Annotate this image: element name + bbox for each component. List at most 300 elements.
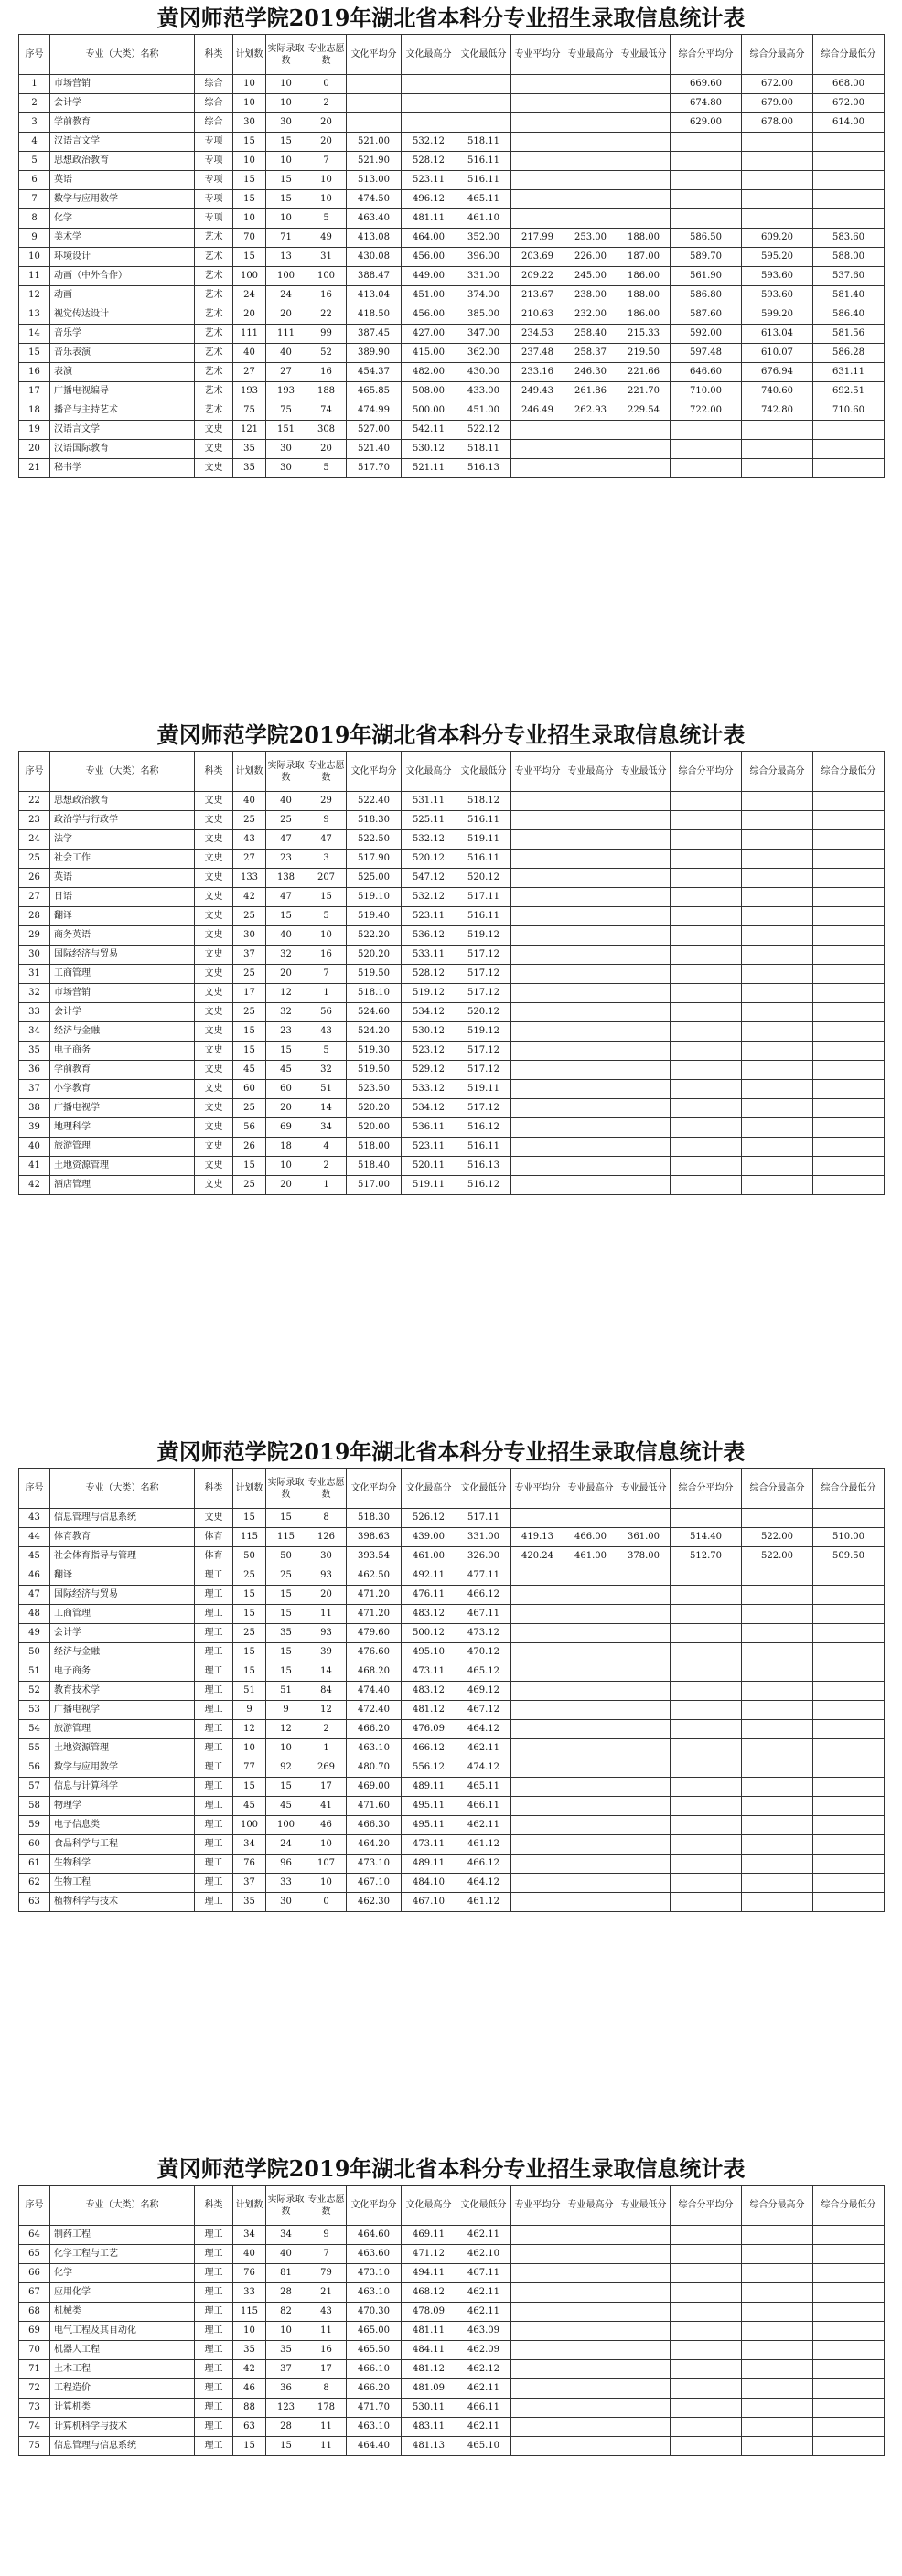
table-cell: 专项 bbox=[195, 209, 233, 229]
table-cell bbox=[511, 1176, 564, 1195]
table-cell: 331.00 bbox=[456, 1528, 511, 1547]
table-cell: 63 bbox=[233, 2418, 266, 2437]
major-name-cell: 学前教育 bbox=[50, 113, 195, 133]
table-cell bbox=[564, 209, 617, 229]
table-cell bbox=[564, 1605, 617, 1624]
table-cell: 188 bbox=[306, 382, 347, 401]
table-cell bbox=[617, 2226, 671, 2245]
table-row bbox=[19, 907, 885, 926]
table-cell: 15 bbox=[266, 1509, 306, 1528]
table-cell: 29 bbox=[19, 926, 50, 946]
table-cell: 463.09 bbox=[456, 2322, 511, 2341]
table-cell: 461.12 bbox=[456, 1893, 511, 1912]
table-cell bbox=[813, 1816, 885, 1835]
column-header: 专业（大类）名称 bbox=[50, 2186, 195, 2226]
table-cell: 33 bbox=[19, 1003, 50, 1022]
table-cell: 60 bbox=[233, 1080, 266, 1099]
table-cell bbox=[564, 984, 617, 1003]
column-header: 文化最低分 bbox=[456, 35, 511, 75]
table-header bbox=[19, 1469, 885, 1509]
table-cell: 461.00 bbox=[402, 1547, 456, 1566]
table-cell: 253.00 bbox=[564, 229, 617, 248]
table-cell: 525.00 bbox=[347, 869, 402, 888]
table-row bbox=[19, 171, 885, 190]
column-header: 综合分平均分 bbox=[671, 2186, 742, 2226]
table-cell bbox=[742, 946, 813, 965]
table-cell: 文史 bbox=[195, 830, 233, 850]
table-cell: 63 bbox=[19, 1893, 50, 1912]
table-cell: 463.10 bbox=[347, 2418, 402, 2437]
table-cell bbox=[511, 965, 564, 984]
table-cell bbox=[813, 888, 885, 907]
table-cell: 126 bbox=[306, 1528, 347, 1547]
table-cell: 1 bbox=[306, 1176, 347, 1195]
table-cell: 517.70 bbox=[347, 459, 402, 478]
table-cell: 理工 bbox=[195, 2264, 233, 2283]
table-cell: 51 bbox=[266, 1682, 306, 1701]
table-cell: 470.12 bbox=[456, 1643, 511, 1662]
table-cell: 676.94 bbox=[742, 363, 813, 382]
table-cell bbox=[511, 1855, 564, 1874]
table-cell bbox=[671, 2245, 742, 2264]
table-cell bbox=[671, 1176, 742, 1195]
table-row bbox=[19, 1176, 885, 1195]
table-cell: 519.50 bbox=[347, 965, 402, 984]
table-row bbox=[19, 1624, 885, 1643]
table-cell: 36 bbox=[266, 2379, 306, 2399]
table-cell: 692.51 bbox=[813, 382, 885, 401]
table-cell bbox=[671, 440, 742, 459]
major-name-cell: 广播电视学 bbox=[50, 1701, 195, 1720]
table-cell: 472.40 bbox=[347, 1701, 402, 1720]
table-cell: 516.11 bbox=[456, 1138, 511, 1157]
table-cell: 597.48 bbox=[671, 344, 742, 363]
major-name-cell: 市场营销 bbox=[50, 984, 195, 1003]
table-cell: 495.11 bbox=[402, 1816, 456, 1835]
table-cell: 34 bbox=[266, 2226, 306, 2245]
table-cell: 艺术 bbox=[195, 382, 233, 401]
table-cell: 186.00 bbox=[617, 305, 671, 325]
table-cell: 9 bbox=[306, 2226, 347, 2245]
table-header bbox=[19, 2186, 885, 2226]
table-cell: 艺术 bbox=[195, 305, 233, 325]
table-cell: 526.12 bbox=[402, 1509, 456, 1528]
table-cell bbox=[617, 421, 671, 440]
major-name-cell: 制药工程 bbox=[50, 2226, 195, 2245]
admission-table bbox=[18, 1468, 885, 1912]
table-cell: 49 bbox=[19, 1624, 50, 1643]
table-cell: 5 bbox=[306, 209, 347, 229]
table-cell bbox=[511, 1003, 564, 1022]
table-cell: 9 bbox=[306, 811, 347, 830]
table-cell: 583.60 bbox=[813, 229, 885, 248]
table-cell: 525.11 bbox=[402, 811, 456, 830]
major-name-cell: 信息与计算科学 bbox=[50, 1778, 195, 1797]
table-cell: 12 bbox=[19, 286, 50, 305]
table-cell bbox=[813, 946, 885, 965]
table-cell: 10 bbox=[233, 75, 266, 94]
table-cell: 12 bbox=[266, 1720, 306, 1739]
table-cell: 466.20 bbox=[347, 2379, 402, 2399]
table-cell: 30 bbox=[266, 459, 306, 478]
table-cell: 483.11 bbox=[402, 2418, 456, 2437]
table-cell: 42 bbox=[233, 888, 266, 907]
table-cell: 489.11 bbox=[402, 1855, 456, 1874]
table-cell: 518.40 bbox=[347, 1157, 402, 1176]
column-header: 专业志愿数 bbox=[306, 752, 347, 792]
table-cell: 492.11 bbox=[402, 1566, 456, 1586]
table-row bbox=[19, 1874, 885, 1893]
table-cell bbox=[813, 2437, 885, 2456]
table-cell: 38 bbox=[19, 1099, 50, 1118]
table-cell: 494.11 bbox=[402, 2264, 456, 2283]
table-cell: 33 bbox=[233, 2283, 266, 2303]
major-name-cell: 翻译 bbox=[50, 907, 195, 926]
table-cell bbox=[564, 1797, 617, 1816]
table-row bbox=[19, 75, 885, 94]
table-cell: 93 bbox=[306, 1566, 347, 1586]
table-cell bbox=[511, 2303, 564, 2322]
table-cell bbox=[564, 2399, 617, 2418]
column-header: 科类 bbox=[195, 2186, 233, 2226]
major-name-cell: 思想政治教育 bbox=[50, 792, 195, 811]
table-cell: 75 bbox=[19, 2437, 50, 2456]
table-cell: 30 bbox=[233, 926, 266, 946]
major-name-cell: 广播电视编导 bbox=[50, 382, 195, 401]
table-cell: 522.00 bbox=[742, 1528, 813, 1547]
table-cell: 464.00 bbox=[402, 229, 456, 248]
table-cell: 50 bbox=[19, 1643, 50, 1662]
table-cell bbox=[617, 907, 671, 926]
table-cell: 519.12 bbox=[456, 926, 511, 946]
table-cell: 461.00 bbox=[564, 1547, 617, 1566]
table-cell: 文史 bbox=[195, 792, 233, 811]
column-header: 文化最高分 bbox=[402, 2186, 456, 2226]
table-section-3 bbox=[18, 1437, 884, 1912]
table-cell bbox=[671, 2322, 742, 2341]
table-cell: 418.50 bbox=[347, 305, 402, 325]
table-title: 黄冈师范学院2019年湖北省本科分专业招生录取信息统计表 bbox=[156, 5, 746, 31]
table-cell: 534.12 bbox=[402, 1099, 456, 1118]
table-cell bbox=[813, 1643, 885, 1662]
column-header: 专业最高分 bbox=[564, 1469, 617, 1509]
table-cell: 471.70 bbox=[347, 2399, 402, 2418]
table-cell bbox=[671, 1835, 742, 1855]
table-cell bbox=[671, 2437, 742, 2456]
table-cell: 20 bbox=[306, 133, 347, 152]
major-name-cell: 汉语国际教育 bbox=[50, 440, 195, 459]
table-cell: 500.00 bbox=[402, 401, 456, 421]
table-row bbox=[19, 1797, 885, 1816]
table-cell bbox=[617, 869, 671, 888]
table-cell: 23 bbox=[19, 811, 50, 830]
table-cell bbox=[617, 94, 671, 113]
table-cell: 178 bbox=[306, 2399, 347, 2418]
table-cell bbox=[617, 1624, 671, 1643]
table-cell: 3 bbox=[306, 850, 347, 869]
table-cell bbox=[742, 2303, 813, 2322]
table-cell bbox=[671, 811, 742, 830]
table-row bbox=[19, 965, 885, 984]
table-cell: 20 bbox=[266, 965, 306, 984]
table-cell bbox=[456, 94, 511, 113]
table-cell: 12 bbox=[306, 1701, 347, 1720]
table-cell bbox=[511, 1643, 564, 1662]
table-cell bbox=[671, 1509, 742, 1528]
table-cell bbox=[617, 1509, 671, 1528]
table-cell: 517.12 bbox=[456, 984, 511, 1003]
major-name-cell: 商务英语 bbox=[50, 926, 195, 946]
table-cell bbox=[742, 1509, 813, 1528]
table-cell bbox=[742, 2360, 813, 2379]
table-cell: 10 bbox=[306, 171, 347, 190]
table-cell: 467.12 bbox=[456, 1701, 511, 1720]
major-name-cell: 计算机类 bbox=[50, 2399, 195, 2418]
table-cell bbox=[671, 1157, 742, 1176]
table-cell bbox=[511, 2264, 564, 2283]
column-header: 计划数 bbox=[233, 1469, 266, 1509]
table-cell: 1 bbox=[19, 75, 50, 94]
table-cell: 456.00 bbox=[402, 248, 456, 267]
table-row bbox=[19, 401, 885, 421]
major-name-cell: 土木工程 bbox=[50, 2360, 195, 2379]
table-cell: 专项 bbox=[195, 190, 233, 209]
table-cell: 529.12 bbox=[402, 1061, 456, 1080]
table-cell: 556.12 bbox=[402, 1758, 456, 1778]
table-cell: 30 bbox=[266, 113, 306, 133]
table-cell: 465.11 bbox=[456, 190, 511, 209]
table-cell bbox=[813, 2360, 885, 2379]
table-cell: 93 bbox=[306, 1624, 347, 1643]
table-cell: 43 bbox=[306, 1022, 347, 1042]
table-cell bbox=[671, 830, 742, 850]
table-cell bbox=[813, 459, 885, 478]
column-header: 专业最高分 bbox=[564, 752, 617, 792]
table-cell bbox=[511, 1874, 564, 1893]
table-cell: 40 bbox=[266, 926, 306, 946]
table-cell bbox=[617, 1835, 671, 1855]
table-cell bbox=[564, 2341, 617, 2360]
table-cell: 521.40 bbox=[347, 440, 402, 459]
table-cell: 综合 bbox=[195, 75, 233, 94]
table-cell bbox=[671, 2303, 742, 2322]
table-cell bbox=[511, 1739, 564, 1758]
table-cell: 479.60 bbox=[347, 1624, 402, 1643]
table-cell: 32 bbox=[19, 984, 50, 1003]
table-cell bbox=[671, 850, 742, 869]
table-cell: 396.00 bbox=[456, 248, 511, 267]
table-cell: 466.12 bbox=[402, 1739, 456, 1758]
table-title: 黄冈师范学院2019年湖北省本科分专业招生录取信息统计表 bbox=[156, 721, 746, 748]
table-cell: 92 bbox=[266, 1758, 306, 1778]
table-row bbox=[19, 1701, 885, 1720]
table-cell: 483.12 bbox=[402, 1682, 456, 1701]
table-cell: 15 bbox=[233, 1509, 266, 1528]
column-header: 专业（大类）名称 bbox=[50, 752, 195, 792]
table-cell: 22 bbox=[306, 305, 347, 325]
major-name-cell: 思想政治教育 bbox=[50, 152, 195, 171]
table-cell: 41 bbox=[19, 1157, 50, 1176]
table-cell bbox=[813, 2245, 885, 2264]
table-cell bbox=[813, 1176, 885, 1195]
table-cell bbox=[564, 869, 617, 888]
table-cell: 614.00 bbox=[813, 113, 885, 133]
table-cell bbox=[742, 1157, 813, 1176]
table-cell: 10 bbox=[306, 1874, 347, 1893]
table-cell bbox=[671, 2264, 742, 2283]
table-cell bbox=[813, 1874, 885, 1893]
table-cell: 521.11 bbox=[402, 459, 456, 478]
table-cell bbox=[813, 1003, 885, 1022]
admission-table bbox=[18, 34, 885, 478]
table-cell: 15 bbox=[233, 190, 266, 209]
table-cell: 186.00 bbox=[617, 267, 671, 286]
table-cell: 1 bbox=[306, 1739, 347, 1758]
table-cell bbox=[511, 1835, 564, 1855]
table-cell: 15 bbox=[233, 133, 266, 152]
table-cell: 518.30 bbox=[347, 1509, 402, 1528]
table-cell bbox=[671, 190, 742, 209]
major-name-cell: 国际经济与贸易 bbox=[50, 946, 195, 965]
table-row bbox=[19, 1080, 885, 1099]
table-cell: 40 bbox=[233, 344, 266, 363]
column-header: 专业平均分 bbox=[511, 2186, 564, 2226]
table-cell bbox=[813, 440, 885, 459]
table-cell: 14 bbox=[306, 1099, 347, 1118]
table-cell: 609.20 bbox=[742, 229, 813, 248]
table-row bbox=[19, 2437, 885, 2456]
table-cell: 187.00 bbox=[617, 248, 671, 267]
table-cell: 42 bbox=[233, 2360, 266, 2379]
table-cell bbox=[813, 1080, 885, 1099]
table-cell: 473.11 bbox=[402, 1662, 456, 1682]
table-row bbox=[19, 2341, 885, 2360]
column-header: 综合分最高分 bbox=[742, 35, 813, 75]
admission-table bbox=[18, 751, 885, 1195]
table-cell: 0 bbox=[306, 75, 347, 94]
table-row bbox=[19, 1855, 885, 1874]
table-cell bbox=[617, 926, 671, 946]
table-cell bbox=[742, 1682, 813, 1701]
table-cell bbox=[671, 1893, 742, 1912]
table-cell: 517.11 bbox=[456, 1509, 511, 1528]
table-cell bbox=[671, 171, 742, 190]
table-cell bbox=[511, 1816, 564, 1835]
table-cell: 462.09 bbox=[456, 2341, 511, 2360]
table-cell: 68 bbox=[19, 2303, 50, 2322]
table-cell: 3 bbox=[19, 113, 50, 133]
table-cell bbox=[671, 926, 742, 946]
table-cell: 495.11 bbox=[402, 1797, 456, 1816]
table-cell: 542.11 bbox=[402, 421, 456, 440]
table-row bbox=[19, 344, 885, 363]
admission-table bbox=[18, 2185, 885, 2456]
table-cell bbox=[742, 2226, 813, 2245]
table-cell bbox=[742, 2437, 813, 2456]
column-header: 实际录取数 bbox=[266, 2186, 306, 2226]
table-cell: 419.13 bbox=[511, 1528, 564, 1547]
table-cell: 37 bbox=[266, 2360, 306, 2379]
table-cell: 586.28 bbox=[813, 344, 885, 363]
column-header: 实际录取数 bbox=[266, 752, 306, 792]
column-header: 科类 bbox=[195, 752, 233, 792]
table-cell: 15 bbox=[19, 344, 50, 363]
table-cell bbox=[671, 869, 742, 888]
table-cell: 427.00 bbox=[402, 325, 456, 344]
table-cell bbox=[813, 1586, 885, 1605]
column-header: 专业最低分 bbox=[617, 35, 671, 75]
table-cell: 111 bbox=[233, 325, 266, 344]
table-cell: 308 bbox=[306, 421, 347, 440]
major-name-cell: 会计学 bbox=[50, 1624, 195, 1643]
table-cell bbox=[813, 965, 885, 984]
table-cell: 261.86 bbox=[564, 382, 617, 401]
table-cell: 532.12 bbox=[402, 888, 456, 907]
table-cell bbox=[511, 113, 564, 133]
table-cell bbox=[813, 2283, 885, 2303]
table-cell: 100 bbox=[233, 267, 266, 286]
table-cell: 589.70 bbox=[671, 248, 742, 267]
table-section-2 bbox=[18, 720, 884, 1195]
table-cell: 20 bbox=[19, 440, 50, 459]
table-cell bbox=[617, 2437, 671, 2456]
table-cell: 193 bbox=[233, 382, 266, 401]
table-cell: 466.11 bbox=[456, 2399, 511, 2418]
table-cell: 47 bbox=[266, 830, 306, 850]
table-cell: 461.12 bbox=[456, 1835, 511, 1855]
table-cell: 123 bbox=[266, 2399, 306, 2418]
table-row bbox=[19, 2283, 885, 2303]
table-cell: 471.60 bbox=[347, 1797, 402, 1816]
table-cell bbox=[671, 1701, 742, 1720]
table-cell: 71 bbox=[19, 2360, 50, 2379]
column-header: 综合分最高分 bbox=[742, 752, 813, 792]
table-row bbox=[19, 1509, 885, 1528]
table-cell: 55 bbox=[19, 1739, 50, 1758]
table-cell: 37 bbox=[233, 946, 266, 965]
table-row bbox=[19, 2303, 885, 2322]
table-cell: 34 bbox=[19, 1022, 50, 1042]
table-row bbox=[19, 248, 885, 267]
table-cell bbox=[564, 1509, 617, 1528]
column-header: 文化最低分 bbox=[456, 752, 511, 792]
table-cell: 32 bbox=[266, 1003, 306, 1022]
major-name-cell: 工程造价 bbox=[50, 2379, 195, 2399]
major-name-cell: 动画 bbox=[50, 286, 195, 305]
table-cell bbox=[813, 421, 885, 440]
table-cell: 519.10 bbox=[347, 888, 402, 907]
major-name-cell: 社会工作 bbox=[50, 850, 195, 869]
table-cell: 613.04 bbox=[742, 325, 813, 344]
table-cell bbox=[813, 1701, 885, 1720]
table-cell: 28 bbox=[266, 2418, 306, 2437]
table-cell: 495.10 bbox=[402, 1643, 456, 1662]
table-cell bbox=[813, 869, 885, 888]
table-cell: 217.99 bbox=[511, 229, 564, 248]
table-cell: 462.11 bbox=[456, 2226, 511, 2245]
table-cell: 462.30 bbox=[347, 1893, 402, 1912]
table-cell bbox=[671, 1643, 742, 1662]
table-cell: 742.80 bbox=[742, 401, 813, 421]
table-cell bbox=[511, 421, 564, 440]
table-cell bbox=[742, 1739, 813, 1758]
table-cell bbox=[564, 113, 617, 133]
table-cell: 385.00 bbox=[456, 305, 511, 325]
table-cell: 451.00 bbox=[456, 401, 511, 421]
table-cell: 593.60 bbox=[742, 286, 813, 305]
table-cell: 530.12 bbox=[402, 1022, 456, 1042]
table-cell: 文史 bbox=[195, 1157, 233, 1176]
